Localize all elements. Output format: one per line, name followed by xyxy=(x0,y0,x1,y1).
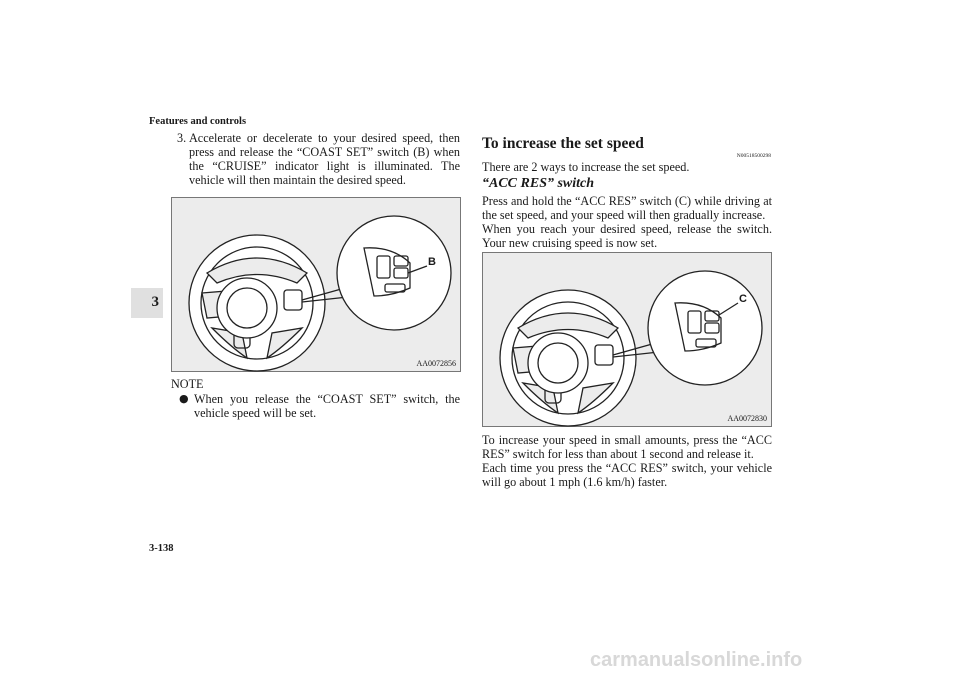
paragraph-2: When you reach your desired speed, release the switch. Your new cruising speed is now set. xyxy=(482,222,772,250)
section-title: Features and controls xyxy=(149,116,247,127)
figure-acc-res-switch xyxy=(482,252,772,427)
reference-code: N00518500298 xyxy=(736,153,771,159)
intro-text: There are 2 ways to increase the set speed. xyxy=(482,160,690,174)
section-heading: To increase the set speed xyxy=(482,135,644,152)
figure-id: AA0072856 xyxy=(416,359,456,368)
paragraph-1: Press and hold the “ACC RES” switch (C) while driving at the set speed, and your speed will then gradually increase. xyxy=(482,194,772,222)
step-text: Accelerate or decelerate to your desired speed, then press and release the “COAST SET” switch (B) when the “CRUISE” indicator light is illuminated. The vehicle will then maintain the desired speed. xyxy=(189,131,460,187)
note-bullet xyxy=(179,392,460,420)
steering-wheel-illustration xyxy=(172,198,462,373)
step-3 xyxy=(177,131,460,187)
chapter-tab: 3 xyxy=(131,288,163,318)
callout-b: B xyxy=(428,256,436,268)
paragraph-4: Each time you press the “ACC RES” switch, your vehicle will go about 1 mph (1.6 km/h) faster. xyxy=(482,461,772,489)
watermark: carmanualsonline.info xyxy=(590,649,803,671)
note-label: NOTE xyxy=(171,377,204,391)
step-number: 3. xyxy=(177,131,187,145)
note-text: When you release the “COAST SET” switch, the vehicle speed will be set. xyxy=(194,392,460,420)
acc-res-description xyxy=(482,194,772,250)
page-number: 3-138 xyxy=(149,543,174,554)
figure-id: AA0072830 xyxy=(727,414,767,423)
small-increment-description xyxy=(482,433,772,489)
figure-coast-set-switch xyxy=(171,197,461,372)
subheading: “ACC RES” switch xyxy=(482,176,595,191)
paragraph-3: To increase your speed in small amounts, press the “ACC RES” switch for less than about 1 second and release it. xyxy=(482,433,772,461)
bullet-icon: ● xyxy=(179,392,189,405)
steering-wheel-illustration xyxy=(483,253,773,428)
callout-c: C xyxy=(739,293,747,305)
